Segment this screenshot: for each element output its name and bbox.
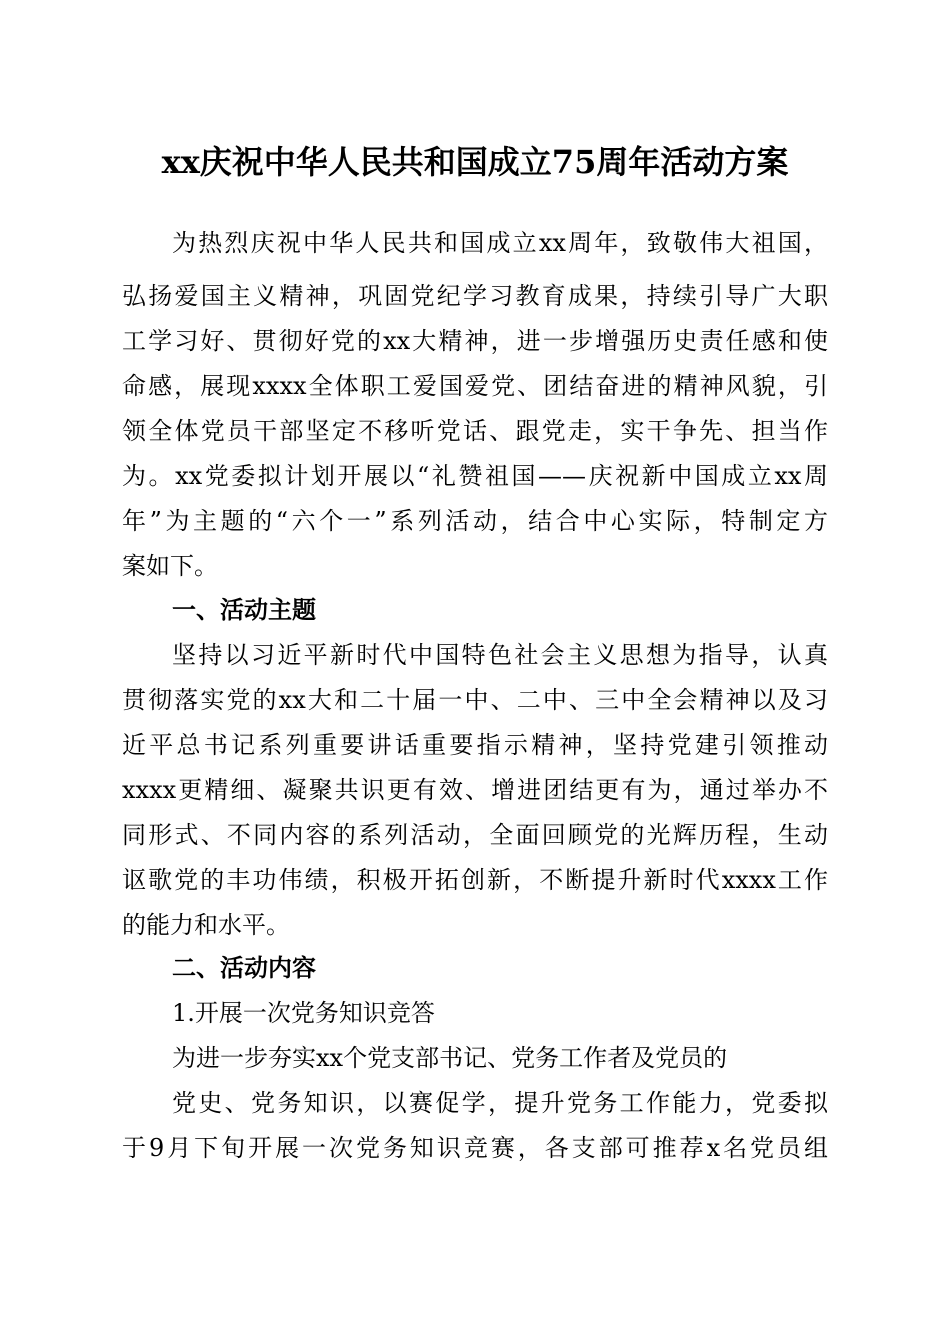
intro-line: 领全体党员干部坚定不移听党话、跟党走，实干争先、担当作 [122,417,828,445]
section-line: 坚持以习近平新时代中国特色社会主义思想为指导，认真 [172,641,828,669]
intro-line: 命感，展现xxxx全体职工爱国爱党、团结奋进的精神风貌，引 [122,372,828,400]
section-line: xxxx更精细、凝聚共识更有效、增进团结更有为，通过举办不 [122,776,828,804]
intro-line: 案如下。 [122,552,218,580]
intro-line: 弘扬爱国主义精神，巩固党纪学习教育成果，持续引导广大职 [122,282,828,310]
intro-line: 年”为主题的“六个一”系列活动，结合中心实际，特制定方 [122,507,828,535]
section-line: 同形式、不同内容的系列活动，全面回顾党的光辉历程，生动 [122,821,828,849]
item-line: 党史、党务知识，以赛促学，提升党务工作能力，党委拟 [172,1089,828,1117]
section-line: 的能力和水平。 [122,911,290,939]
item-title: 1.开展一次党务知识竞答 [172,999,435,1027]
intro-line: 工学习好、贯彻好党的xx大精神，进一步增强历史责任感和使 [122,327,828,355]
section-heading-theme: 一、活动主题 [172,596,316,624]
section-heading-content: 二、活动内容 [172,954,316,982]
item-line: 为进一步夯实xx个党支部书记、党务工作者及党员的 [172,1044,728,1072]
intro-line: 为。xx党委拟计划开展以“礼赞祖国——庆祝新中国成立xx周 [122,462,828,490]
document-title: xx庆祝中华人民共和国成立75周年活动方案 [161,143,789,181]
item-line: 于9月下旬开展一次党务知识竞赛，各支部可推荐x名党员组 [122,1134,828,1162]
section-line: 讴歌党的丰功伟绩，积极开拓创新，不断提升新时代xxxx工作 [122,866,828,894]
section-line: 近平总书记系列重要讲话重要指示精神，坚持党建引领推动 [122,731,828,759]
intro-line: 为热烈庆祝中华人民共和国成立xx周年，致敬伟大祖国， [172,229,828,257]
section-line: 贯彻落实党的xx大和二十届一中、二中、三中全会精神以及习 [122,686,828,714]
